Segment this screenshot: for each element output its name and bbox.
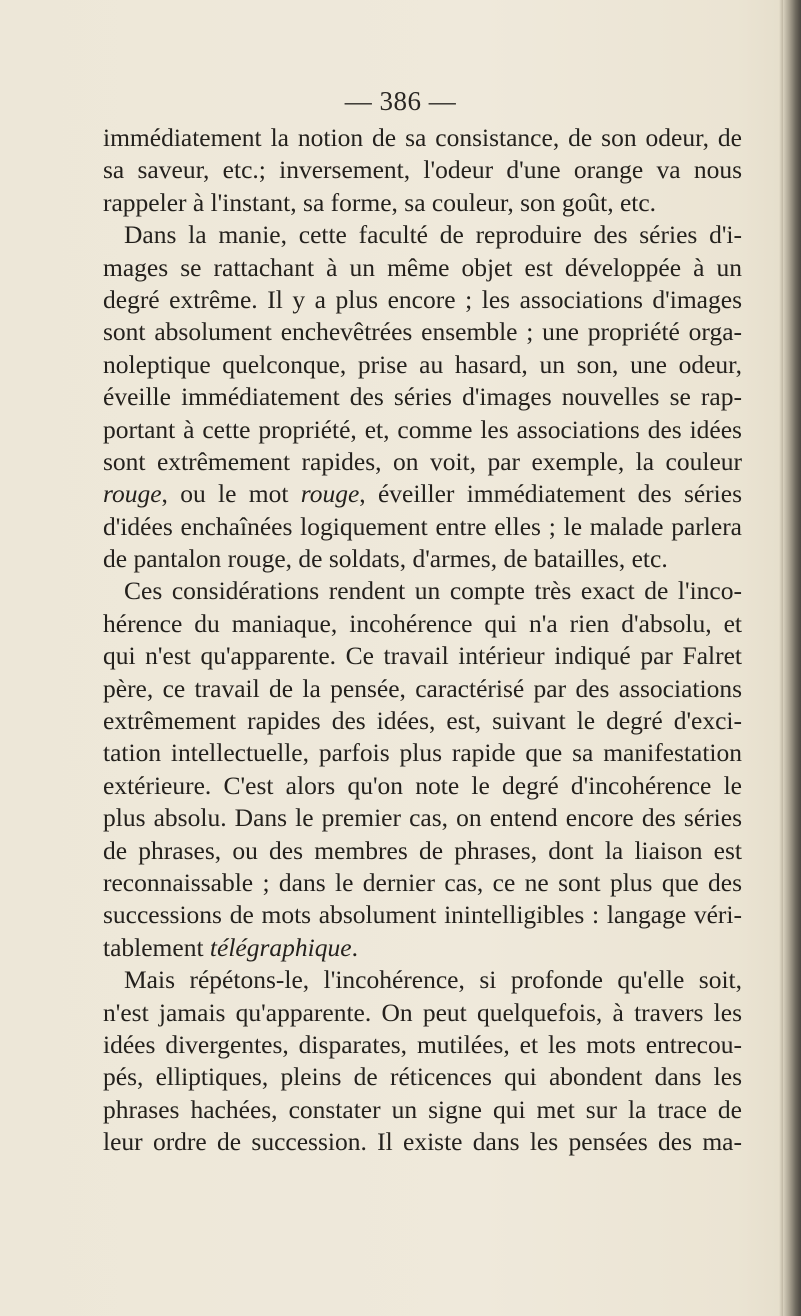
text-line: de pantalon rouge, de soldats, d'armes, de batailles, etc. [103, 544, 668, 574]
text-line: de phrases, ou des membres de phrases, dont la liaison est [103, 835, 742, 865]
text-line: idées divergentes, disparates, mutilées, et les mots entrecou- [103, 1029, 742, 1059]
text-segment: , éveiller immédiatement des séries [359, 479, 742, 509]
text-line: successions de mots absolument inintelligibles : langage véri- [103, 900, 742, 930]
page-number: — 386 — [344, 86, 457, 116]
italic-word: rouge [103, 479, 162, 509]
text-segment: tablement [103, 932, 210, 962]
text-line [103, 478, 742, 510]
text-line: plus absolu. Dans le premier cas, on entend encore des séries [103, 803, 742, 833]
text-line: sont extrêmement rapides, on voit, par exemple, la couleur [103, 446, 742, 476]
text-line: portant à cette propriété, et, comme les associations des idées [103, 414, 742, 444]
text-line: immédiatement la notion de sa consistance, de son odeur, de [103, 123, 742, 152]
text-segment: . [351, 932, 358, 962]
text-line: rappeler à l'instant, sa forme, sa couleur, son goût, etc. [103, 187, 657, 217]
text-line: degré extrême. Il y a plus encore ; les associations d'images [103, 284, 742, 314]
book-spine [783, 0, 801, 1316]
text-line: sa saveur, etc.; inversement, l'odeur d'une orange va nous [103, 155, 742, 185]
text-line: hérence du maniaque, incohérence qui n'a rien d'absolu, et [103, 608, 742, 638]
text-line: noleptique quelconque, prise au hasard, un son, une odeur, [103, 349, 742, 379]
text-line: tation intellectuelle, parfois plus rapide que sa manifestation [103, 738, 742, 768]
text-line: éveille immédiatement des séries d'images nouvelles se rap- [103, 382, 742, 412]
text-line: qui n'est qu'apparente. Ce travail intérieur indiqué par Falret [103, 641, 742, 671]
text-segment: , ou le mot [161, 479, 301, 509]
text-line: leur ordre de succession. Il existe dans les pensées des ma- [103, 1127, 742, 1157]
text-line: extérieure. C'est alors qu'on note le degré d'incohérence le [103, 770, 742, 800]
text-line [103, 932, 742, 964]
italic-word: rouge [300, 479, 360, 509]
text-line: mages se rattachant à un même objet est développée à un [103, 252, 742, 282]
italic-word: télégraphique [209, 932, 352, 962]
text-line: père, ce travail de la pensée, caractérisé par des associations [103, 673, 742, 703]
text-line: d'idées enchaînées logiquement entre elles ; le malade parlera [103, 511, 742, 541]
text-line: pés, elliptiques, pleins de réticences qui abondent dans les [103, 1062, 742, 1092]
text-line: reconnaissable ; dans le dernier cas, ce ne sont plus que des [103, 867, 742, 897]
body-text [103, 122, 742, 1159]
text-line: sont absolument enchevêtrées ensemble ; une propriété orga- [103, 317, 742, 347]
text-line: Ces considérations rendent un compte très exact de l'inco- [124, 576, 742, 606]
text-line: Dans la manie, cette faculté de reproduire des séries d'i- [124, 220, 742, 250]
text-line: n'est jamais qu'apparente. On peut quelquefois, à travers les [103, 997, 742, 1027]
text-line: Mais répétons-le, l'incohérence, si profonde qu'elle soit, [124, 965, 742, 995]
text-line: phrases hachées, constater un signe qui met sur la trace de [103, 1094, 742, 1124]
text-line: extrêmement rapides des idées, est, suivant le degré d'exci- [103, 706, 742, 736]
